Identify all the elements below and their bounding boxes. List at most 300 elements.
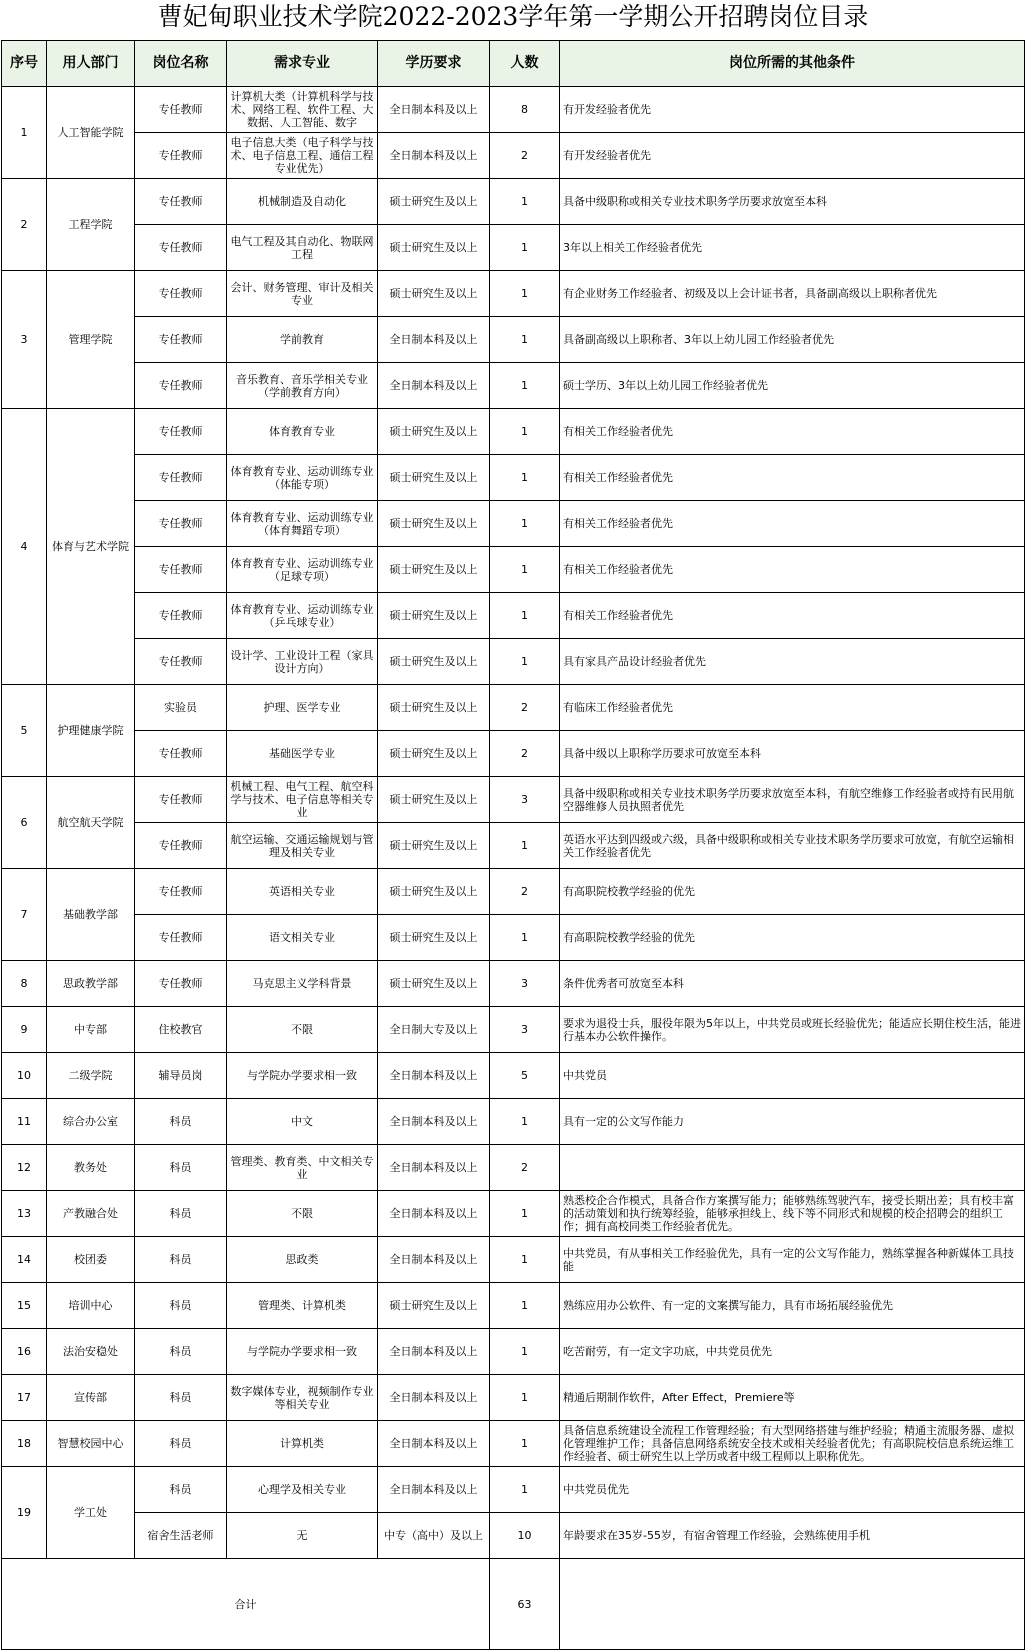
post-name-text: 专任教师 xyxy=(158,517,203,530)
post-name-text: 住校教官 xyxy=(158,1023,203,1036)
department xyxy=(47,409,135,685)
education-requirement-text: 硕士研究生及以上 xyxy=(389,1299,478,1312)
post-name-text: 专任教师 xyxy=(158,149,203,162)
other-conditions-text: 中共党员 xyxy=(563,1069,607,1082)
row-number-text: 4 xyxy=(20,540,28,553)
education-requirement xyxy=(378,1007,490,1053)
other-conditions-text: 条件优秀者可放宽至本科 xyxy=(563,977,684,990)
row-number xyxy=(2,1467,47,1559)
required-major xyxy=(227,133,378,179)
education-requirement xyxy=(378,1053,490,1099)
headcount-text: 1 xyxy=(521,1391,528,1404)
table-row xyxy=(2,1421,1025,1467)
table-row xyxy=(2,501,1025,547)
row-number-text: 9 xyxy=(20,1023,28,1036)
required-major xyxy=(227,271,378,317)
headcount xyxy=(490,685,560,731)
row-number xyxy=(2,1053,47,1099)
headcount xyxy=(490,1145,560,1191)
post-name xyxy=(135,639,227,685)
other-conditions-text: 有开发经验者优先 xyxy=(563,103,651,116)
headcount-text: 10 xyxy=(517,1529,532,1542)
department-text: 体育与艺术学院 xyxy=(52,540,129,553)
required-major xyxy=(227,1329,378,1375)
headcount-text: 2 xyxy=(521,747,528,760)
education-requirement-text: 全日制本科及以上 xyxy=(389,1161,478,1174)
other-conditions-text: 有高职院校教学经验的优先 xyxy=(563,931,695,944)
post-name xyxy=(135,1191,227,1237)
education-requirement-text: 全日制大专及以上 xyxy=(389,1023,478,1036)
required-major-text: 思政类 xyxy=(285,1253,319,1266)
headcount-text: 1 xyxy=(521,1115,528,1128)
other-conditions xyxy=(560,1145,1025,1191)
other-conditions xyxy=(560,271,1025,317)
other-conditions xyxy=(560,777,1025,823)
department-text: 智慧校园中心 xyxy=(57,1437,124,1450)
post-name xyxy=(135,915,227,961)
education-requirement-text: 全日制本科及以上 xyxy=(389,1345,478,1358)
row-number xyxy=(2,961,47,1007)
table-row xyxy=(2,133,1025,179)
department xyxy=(47,1007,135,1053)
required-major-text: 机械工程、电气工程、航空科学与技术、电子信息等相关专业 xyxy=(230,780,374,819)
department xyxy=(47,1375,135,1421)
headcount xyxy=(490,1007,560,1053)
required-major-text: 不限 xyxy=(291,1023,313,1036)
recruitment-table xyxy=(1,40,1025,1650)
headcount xyxy=(490,869,560,915)
education-requirement xyxy=(378,409,490,455)
headcount xyxy=(490,1283,560,1329)
education-requirement-text: 全日制本科及以上 xyxy=(389,1115,478,1128)
department xyxy=(47,1329,135,1375)
department xyxy=(47,1053,135,1099)
other-conditions xyxy=(560,225,1025,271)
post-name-text: 科员 xyxy=(169,1391,192,1404)
table-row xyxy=(2,869,1025,915)
other-conditions xyxy=(560,317,1025,363)
department-text: 工程学院 xyxy=(68,218,113,231)
header-row xyxy=(2,41,1025,87)
header-no: 序号 xyxy=(2,41,47,87)
row-number xyxy=(2,1329,47,1375)
required-major-text: 电子信息大类（电子科学与技术、电子信息工程、通信工程专业优先） xyxy=(230,136,374,175)
department xyxy=(47,87,135,179)
required-major xyxy=(227,1053,378,1099)
education-requirement-text: 硕士研究生及以上 xyxy=(389,517,478,530)
other-conditions-text: 具有一定的公文写作能力 xyxy=(563,1115,684,1128)
required-major xyxy=(227,593,378,639)
other-conditions-text: 有相关工作经验者优先 xyxy=(563,609,673,622)
required-major-text: 无 xyxy=(296,1529,308,1542)
post-name-text: 专任教师 xyxy=(158,103,203,116)
row-number-text: 18 xyxy=(17,1437,31,1450)
other-conditions-text: 吃苦耐劳，有一定文字功底，中共党员优先 xyxy=(563,1345,772,1358)
required-major-text: 学前教育 xyxy=(280,333,324,346)
headcount-text: 2 xyxy=(521,885,528,898)
education-requirement-text: 硕士研究生及以上 xyxy=(389,195,478,208)
headcount xyxy=(490,179,560,225)
education-requirement-text: 全日制本科及以上 xyxy=(389,1483,478,1496)
table-row xyxy=(2,1145,1025,1191)
post-name xyxy=(135,1053,227,1099)
required-major xyxy=(227,1513,378,1559)
row-number xyxy=(2,409,47,685)
headcount-text: 1 xyxy=(521,1483,528,1496)
header-education: 学历要求 xyxy=(378,41,490,87)
headcount xyxy=(490,363,560,409)
row-number-text: 13 xyxy=(17,1207,31,1220)
post-name-text: 科员 xyxy=(169,1253,192,1266)
header-count: 人数 xyxy=(490,41,560,87)
required-major xyxy=(227,1421,378,1467)
other-conditions-text: 有临床工作经验者优先 xyxy=(563,701,673,714)
education-requirement-text: 硕士研究生及以上 xyxy=(389,793,478,806)
table-row xyxy=(2,823,1025,869)
post-name xyxy=(135,685,227,731)
row-number xyxy=(2,685,47,777)
education-requirement xyxy=(378,1099,490,1145)
headcount xyxy=(490,961,560,1007)
other-conditions-text: 有相关工作经验者优先 xyxy=(563,471,673,484)
other-conditions xyxy=(560,1283,1025,1329)
required-major-text: 与学院办学要求相一致 xyxy=(247,1345,357,1358)
other-conditions xyxy=(560,1007,1025,1053)
headcount xyxy=(490,639,560,685)
page-title: 曹妃甸职业技术学院2022-2023学年第一学期公开招聘岗位目录 xyxy=(157,2,869,31)
headcount-text: 2 xyxy=(521,1161,528,1174)
total-row xyxy=(2,1559,1025,1650)
department xyxy=(47,1145,135,1191)
education-requirement xyxy=(378,869,490,915)
education-requirement xyxy=(378,731,490,777)
post-name-text: 专任教师 xyxy=(158,931,203,944)
other-conditions xyxy=(560,1329,1025,1375)
headcount xyxy=(490,317,560,363)
headcount xyxy=(490,1329,560,1375)
other-conditions xyxy=(560,639,1025,685)
post-name-text: 辅导员岗 xyxy=(158,1069,203,1082)
education-requirement xyxy=(378,1513,490,1559)
table-row xyxy=(2,179,1025,225)
table-row xyxy=(2,961,1025,1007)
education-requirement xyxy=(378,639,490,685)
table-row xyxy=(2,915,1025,961)
headcount xyxy=(490,1467,560,1513)
department-text: 管理学院 xyxy=(68,333,113,346)
other-conditions xyxy=(560,1513,1025,1559)
other-conditions xyxy=(560,869,1025,915)
education-requirement-text: 硕士研究生及以上 xyxy=(389,241,478,254)
education-requirement-text: 硕士研究生及以上 xyxy=(389,287,478,300)
required-major-text: 体育教育专业、运动训练专业（体能专项） xyxy=(230,464,374,491)
headcount xyxy=(490,1053,560,1099)
headcount xyxy=(490,133,560,179)
table-row xyxy=(2,1375,1025,1421)
other-conditions-text: 具备信息系统建设全流程工作管理经验；有大型网络搭建与维护经验；精通主流服务器、虚拟化管理维护工作；具备信息网络系统安全技术或相关经验者优先；有高职院校信息系统运维工作经验者、硕士研究生以上学历或者中级工程师以上职称优先。 xyxy=(563,1424,1014,1463)
post-name xyxy=(135,133,227,179)
table-row xyxy=(2,409,1025,455)
post-name xyxy=(135,1467,227,1513)
other-conditions xyxy=(560,731,1025,777)
row-number-text: 1 xyxy=(20,126,28,139)
row-number-text: 11 xyxy=(17,1115,31,1128)
headcount xyxy=(490,455,560,501)
education-requirement-text: 全日制本科及以上 xyxy=(389,1207,478,1220)
post-name xyxy=(135,179,227,225)
required-major-text: 机械制造及自动化 xyxy=(258,195,346,208)
required-major xyxy=(227,869,378,915)
other-conditions xyxy=(560,1237,1025,1283)
headcount-text: 1 xyxy=(521,1299,528,1312)
post-name xyxy=(135,501,227,547)
other-conditions xyxy=(560,1053,1025,1099)
education-requirement xyxy=(378,225,490,271)
headcount-text: 1 xyxy=(521,1253,528,1266)
department xyxy=(47,961,135,1007)
education-requirement-text: 硕士研究生及以上 xyxy=(389,885,478,898)
headcount-text: 1 xyxy=(521,333,528,346)
table-row xyxy=(2,1329,1025,1375)
table-row xyxy=(2,87,1025,133)
headcount xyxy=(490,501,560,547)
table-row xyxy=(2,317,1025,363)
required-major-text: 体育教育专业、运动训练专业（乒乓球专业） xyxy=(230,602,374,629)
row-number xyxy=(2,1191,47,1237)
table-row xyxy=(2,593,1025,639)
department xyxy=(47,1467,135,1559)
required-major xyxy=(227,961,378,1007)
department xyxy=(47,1099,135,1145)
department-text: 学工处 xyxy=(74,1506,107,1519)
table-row xyxy=(2,1053,1025,1099)
headcount-text: 3 xyxy=(521,793,528,806)
education-requirement xyxy=(378,1145,490,1191)
education-requirement xyxy=(378,1375,490,1421)
table-row xyxy=(2,1237,1025,1283)
row-number xyxy=(2,179,47,271)
row-number xyxy=(2,1283,47,1329)
required-major-text: 心理学及相关专业 xyxy=(258,1483,346,1496)
required-major-text: 数字媒体专业，视频制作专业等相关专业 xyxy=(230,1384,374,1411)
education-requirement-text: 全日制本科及以上 xyxy=(389,1391,478,1404)
post-name xyxy=(135,271,227,317)
table-row xyxy=(2,639,1025,685)
education-requirement xyxy=(378,1329,490,1375)
row-number-text: 7 xyxy=(20,908,28,921)
education-requirement xyxy=(378,1467,490,1513)
table-row xyxy=(2,1099,1025,1145)
required-major-text: 航空运输、交通运输规划与管理及相关专业 xyxy=(230,832,374,859)
education-requirement-text: 硕士研究生及以上 xyxy=(389,747,478,760)
education-requirement xyxy=(378,915,490,961)
other-conditions-text: 3年以上相关工作经验者优先 xyxy=(563,241,702,254)
table-row xyxy=(2,547,1025,593)
post-name-text: 专任教师 xyxy=(158,609,203,622)
headcount xyxy=(490,87,560,133)
required-major-text: 音乐教育、音乐学相关专业（学前教育方向） xyxy=(236,372,368,399)
required-major-text: 基础医学专业 xyxy=(269,747,335,760)
row-number-text: 3 xyxy=(20,333,28,346)
post-name xyxy=(135,1513,227,1559)
required-major-text: 计算机类 xyxy=(280,1437,324,1450)
required-major xyxy=(227,501,378,547)
headcount-text: 1 xyxy=(521,287,528,300)
table-row xyxy=(2,225,1025,271)
department xyxy=(47,1283,135,1329)
required-major-text: 计算机大类（计算机科学与技术、网络工程、软件工程、大数据、人工智能、数字 xyxy=(230,90,374,129)
required-major xyxy=(227,1237,378,1283)
other-conditions-text: 中共党员，有从事相关工作经验优先，具有一定的公文写作能力，熟练掌握各种新媒体工具技能 xyxy=(563,1246,1014,1273)
post-name xyxy=(135,777,227,823)
row-number-text: 5 xyxy=(20,724,28,737)
other-conditions-text: 熟悉校企合作模式，具备合作方案撰写能力；能够熟练驾驶汽车，接受长期出差；具有校丰富的活动策划和执行统筹经验，能够承担线上、线下等不同形式和规模的校企招聘会的组织工作；拥有高校同类工作经验者优先。 xyxy=(563,1194,1014,1233)
post-name xyxy=(135,1145,227,1191)
department xyxy=(47,1191,135,1237)
headcount xyxy=(490,271,560,317)
required-major xyxy=(227,1375,378,1421)
other-conditions-text: 具有家具产品设计经验者优先 xyxy=(563,655,706,668)
education-requirement xyxy=(378,501,490,547)
post-name-text: 科员 xyxy=(169,1207,192,1220)
post-name xyxy=(135,363,227,409)
other-conditions-text: 年龄要求在35岁-55岁，有宿舍管理工作经验，会熟练使用手机 xyxy=(563,1529,870,1542)
other-conditions-text: 具备中级以上职称学历要求可放宽至本科 xyxy=(563,747,761,760)
education-requirement xyxy=(378,87,490,133)
required-major xyxy=(227,639,378,685)
post-name xyxy=(135,961,227,1007)
post-name-text: 实验员 xyxy=(164,701,197,714)
other-conditions xyxy=(560,1375,1025,1421)
headcount xyxy=(490,225,560,271)
post-name-text: 专任教师 xyxy=(158,885,203,898)
other-conditions xyxy=(560,133,1025,179)
other-conditions-text: 有相关工作经验者优先 xyxy=(563,517,673,530)
other-conditions-text: 具备副高级以上职称者、3年以上幼儿园工作经验者优先 xyxy=(563,333,834,346)
required-major xyxy=(227,547,378,593)
other-conditions xyxy=(560,1191,1025,1237)
other-conditions-text: 有高职院校教学经验的优先 xyxy=(563,885,695,898)
education-requirement-text: 全日制本科及以上 xyxy=(389,379,478,392)
other-conditions xyxy=(560,961,1025,1007)
table-row xyxy=(2,1191,1025,1237)
department-text: 思政教学部 xyxy=(63,977,118,990)
education-requirement-text: 硕士研究生及以上 xyxy=(389,931,478,944)
education-requirement xyxy=(378,593,490,639)
row-number-text: 12 xyxy=(17,1161,31,1174)
post-name xyxy=(135,1375,227,1421)
row-number xyxy=(2,1421,47,1467)
other-conditions-text: 熟练应用办公软件、有一定的文案撰写能力，具有市场拓展经验优先 xyxy=(563,1299,893,1312)
table-row xyxy=(2,271,1025,317)
headcount-text: 1 xyxy=(521,839,528,852)
required-major xyxy=(227,685,378,731)
table-row xyxy=(2,1467,1025,1513)
row-number-text: 8 xyxy=(20,977,28,990)
row-number-text: 15 xyxy=(17,1299,31,1312)
required-major-text: 中文 xyxy=(291,1115,313,1128)
headcount-text: 2 xyxy=(521,701,528,714)
education-requirement-text: 硕士研究生及以上 xyxy=(389,609,478,622)
post-name xyxy=(135,1329,227,1375)
headcount-text: 1 xyxy=(521,931,528,944)
headcount-text: 1 xyxy=(521,517,528,530)
header-major: 需求专业 xyxy=(227,41,378,87)
required-major xyxy=(227,317,378,363)
education-requirement xyxy=(378,961,490,1007)
required-major-text: 护理、医学专业 xyxy=(263,701,341,714)
department-text: 护理健康学院 xyxy=(57,724,124,737)
department xyxy=(47,179,135,271)
required-major xyxy=(227,455,378,501)
department-text: 基础教学部 xyxy=(63,908,118,921)
row-number xyxy=(2,271,47,409)
other-conditions xyxy=(560,593,1025,639)
other-conditions xyxy=(560,501,1025,547)
other-conditions-text: 英语水平达到四级或六级，具备中级职称或相关专业技术职务学历要求可放宽，有航空运输相关工作经验者优先 xyxy=(563,832,1014,859)
row-number-text: 10 xyxy=(17,1069,31,1082)
required-major xyxy=(227,409,378,455)
education-requirement xyxy=(378,455,490,501)
required-major-text: 电气工程及其自动化、物联网工程 xyxy=(230,234,374,261)
education-requirement-text: 硕士研究生及以上 xyxy=(389,839,478,852)
post-name-text: 专任教师 xyxy=(158,425,203,438)
headcount-text: 1 xyxy=(521,195,528,208)
table-body xyxy=(2,87,1025,1650)
headcount-text: 8 xyxy=(521,103,528,116)
headcount-text: 2 xyxy=(521,149,528,162)
other-conditions xyxy=(560,87,1025,133)
post-name-text: 科员 xyxy=(169,1161,192,1174)
post-name-text: 专任教师 xyxy=(158,839,203,852)
headcount-text: 1 xyxy=(521,609,528,622)
required-major xyxy=(227,915,378,961)
other-conditions-text: 具备中级职称或相关专业技术职务学历要求放宽至本科，有航空维修工作经验者或持有民用航空器维修人员执照者优先 xyxy=(563,786,1014,813)
other-conditions xyxy=(560,409,1025,455)
post-name xyxy=(135,87,227,133)
required-major-text: 不限 xyxy=(291,1207,313,1220)
post-name-text: 宿舍生活老师 xyxy=(147,1529,214,1542)
education-requirement xyxy=(378,823,490,869)
row-number xyxy=(2,1145,47,1191)
other-conditions-text: 要求为退役士兵，服役年限为5年以上，中共党员或班长经验优先；能适应长期住校生活，能进行基本办公软件操作。 xyxy=(563,1016,1021,1043)
table-row xyxy=(2,363,1025,409)
education-requirement xyxy=(378,1191,490,1237)
row-number xyxy=(2,1375,47,1421)
education-requirement-text: 全日制本科及以上 xyxy=(389,149,478,162)
post-name-text: 专任教师 xyxy=(158,287,203,300)
post-name xyxy=(135,593,227,639)
headcount-text: 1 xyxy=(521,425,528,438)
table-row xyxy=(2,455,1025,501)
education-requirement xyxy=(378,685,490,731)
headcount xyxy=(490,1375,560,1421)
department-text: 法治安稳处 xyxy=(63,1345,118,1358)
post-name xyxy=(135,225,227,271)
headcount-text: 1 xyxy=(521,379,528,392)
headcount xyxy=(490,409,560,455)
education-requirement-text: 全日制本科及以上 xyxy=(389,1253,478,1266)
total-count: 63 xyxy=(490,1559,560,1650)
other-conditions xyxy=(560,1467,1025,1513)
department-text: 培训中心 xyxy=(68,1299,113,1312)
total-blank xyxy=(560,1559,1025,1650)
required-major xyxy=(227,1007,378,1053)
department-text: 二级学院 xyxy=(68,1069,113,1082)
table-row xyxy=(2,685,1025,731)
headcount-text: 3 xyxy=(521,977,528,990)
row-number xyxy=(2,1237,47,1283)
